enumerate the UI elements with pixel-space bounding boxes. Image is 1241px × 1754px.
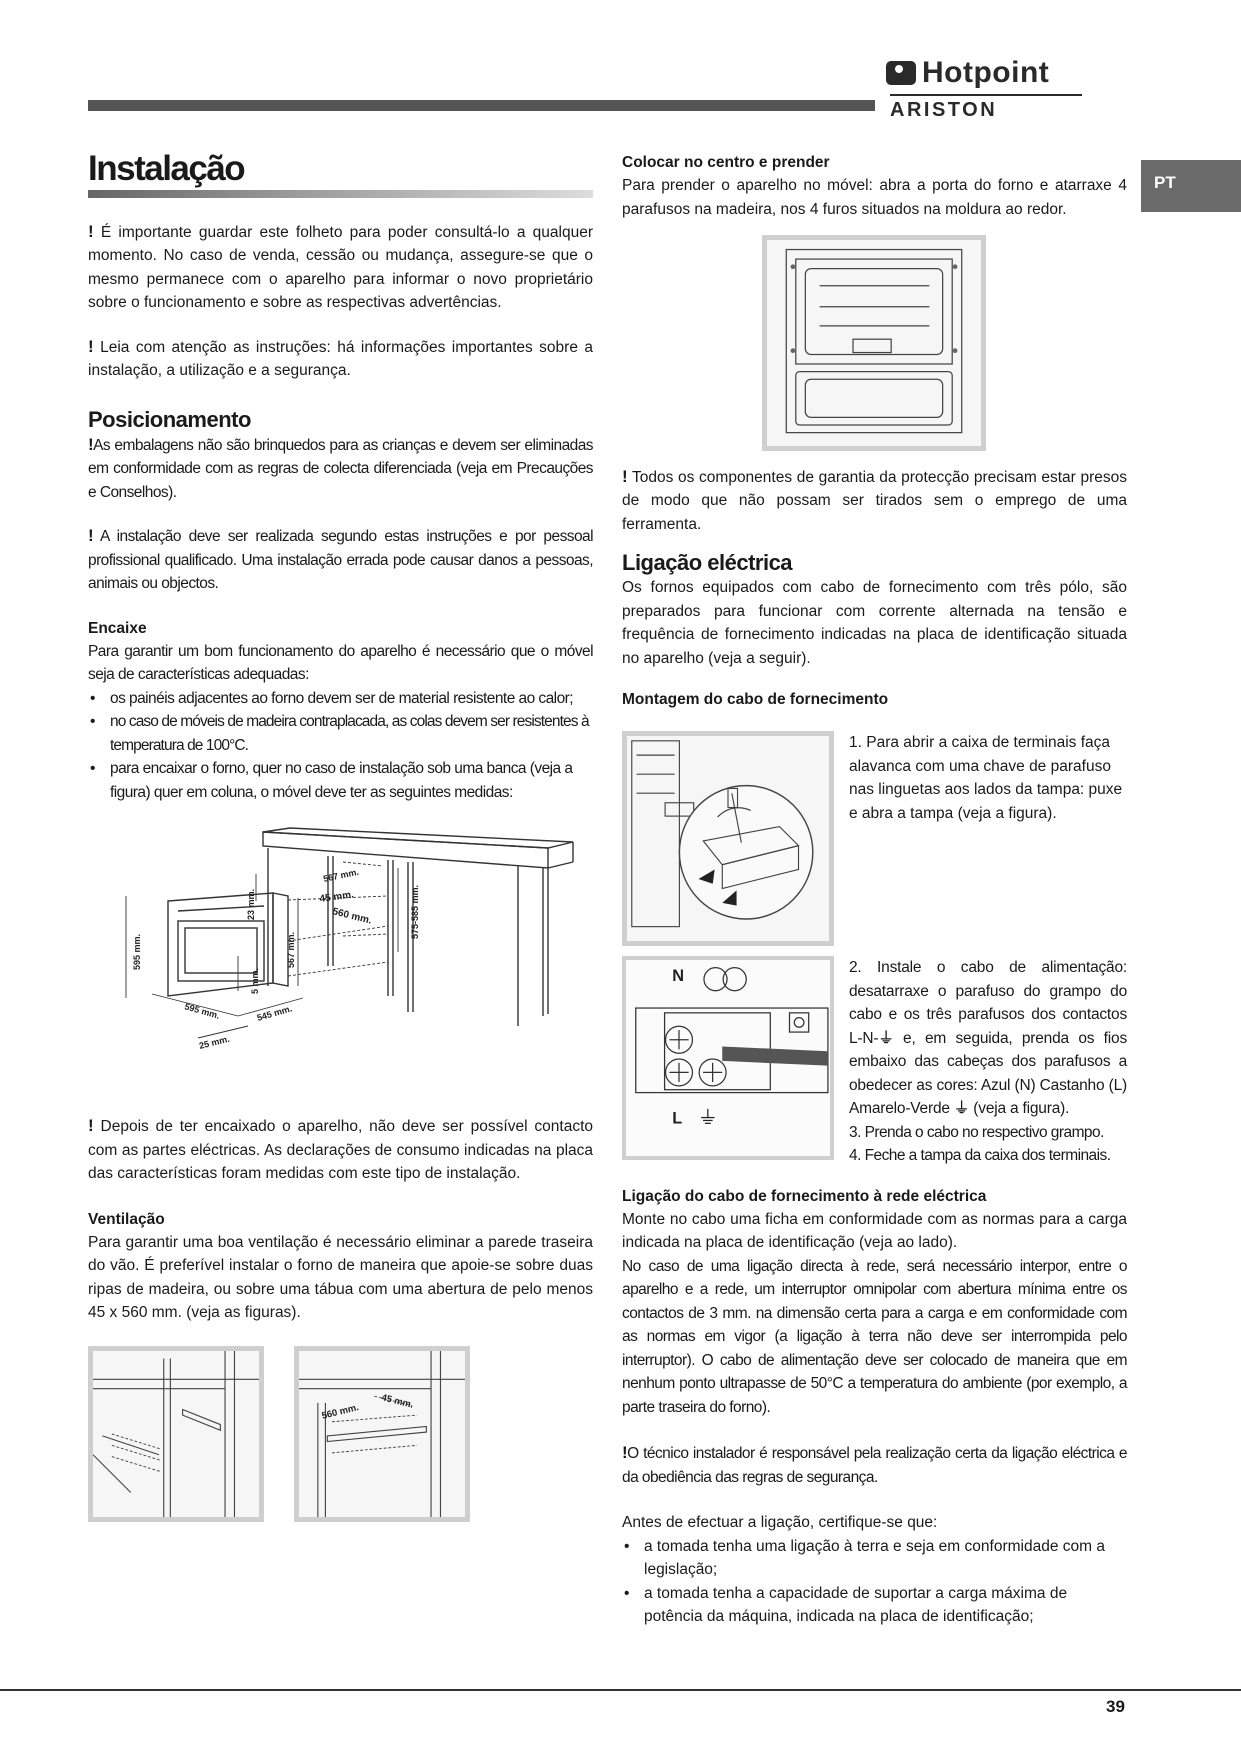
left-column: [88, 150, 593, 1522]
step-2-text: [849, 956, 1127, 1121]
dim-label: 23 mm.: [246, 888, 256, 920]
header-rule: [88, 100, 875, 111]
subsection-title-ventilation: Ventilação: [88, 1210, 165, 1228]
dim-label: 595 mm.: [183, 1001, 221, 1021]
section-title-electrical: Ligação eléctrica: [622, 550, 793, 575]
dim-label: 545 mm.: [255, 1003, 294, 1023]
positioning-text-2: A instalação deve ser realizada segundo estas instruções e por pessoal profissional qualificado. Uma instalação errada pode causar danos a pessoas, animais ou objectos.: [88, 528, 593, 592]
after-fit-paragraph: [88, 1114, 593, 1186]
right-column: [622, 152, 1127, 1629]
warning-mark: !: [88, 1116, 94, 1135]
dim-label: 5 mm.: [250, 967, 260, 994]
warning-mark: !: [88, 434, 94, 454]
dim-label: 560 mm.: [320, 1400, 360, 1421]
warning-mark: !: [622, 1443, 628, 1462]
step-2-block: [849, 956, 1127, 1168]
hotpoint-logo-icon: [886, 61, 916, 85]
brand-divider: [890, 94, 1082, 96]
step-2-text-part: e, em seguida, prenda os fios embaixo das cabeças dos parafusos a obedecer as cores: Azul (N) Castanho (L) Amarelo-Verde: [849, 1029, 1127, 1117]
dim-label: 595 mm.: [132, 933, 142, 970]
cabinet-dimensions-figure: [88, 816, 593, 1088]
grid-text-2: No caso de uma ligação directa à rede, será necessário interpor, entre o aparelho e a rede, um interruptor omnipolar com abertura mínima entre os contactos de 3 mm. na dimensão certa para a carga e em conformidade com as normas em vigor (a ligação à terra não deve ser interrompida pelo interruptor). O cabo de alimentação deve ser colocado de maneira que em nenhum ponto ultrapasse de 50°C a temperatura do ambiente (por exemplo, a parte traseira do forno).: [622, 1257, 1127, 1416]
step-2-text-part: 2. Instale o cabo de alimentação: desatarraxe o parafuso do grampo do cabo e os três parafusos dos contactos L-N-: [849, 959, 1127, 1047]
subsection-title-encaixe: Encaixe: [88, 619, 147, 637]
ventilation-figure-board: [294, 1346, 470, 1522]
earth-symbol-icon: [701, 1109, 714, 1123]
ventilation-figure-slats: [88, 1346, 264, 1522]
technician-paragraph: [622, 1441, 1127, 1489]
warning-mark: !: [88, 221, 94, 241]
brand-name: Hotpoint: [922, 56, 1050, 89]
subsection-title-center: Colocar no centro e prender: [622, 154, 830, 171]
intro-text-2: Leia com atenção as instruções: há informações importantes sobre a instalação, a utilização e a segurança.: [88, 338, 593, 379]
positioning-paragraph-2: [88, 524, 593, 596]
dim-label: 25 mm.: [198, 1033, 231, 1051]
electrical-text: Os fornos equipados com cabo de fornecimento com três pólo, são preparados para funcionar com corrente alternada na tensão e frequência de fornecimento indicadas na placa de identificação situada no aparelho (veja a seguir).: [622, 579, 1127, 667]
guarantee-text: Todos os componentes de garantia da protecção precisam estar presos de modo que não possam ser tirados sem o emprego de uma ferramenta.: [622, 468, 1127, 533]
before-list: [622, 1535, 1127, 1629]
list-item: • os painéis adjacentes ao forno devem ser de material resistente ao calor;: [88, 687, 593, 711]
line-label: L: [672, 1109, 683, 1128]
list-item: • a tomada tenha uma ligação à terra e seja em conformidade com a legislação;: [622, 1535, 1127, 1582]
guarantee-paragraph: [622, 465, 1127, 537]
dim-label: 45 mm.: [380, 1390, 415, 1410]
before-text: Antes de efectuar a ligação, certifique-se que:: [622, 1514, 938, 1531]
ventilation-text: Para garantir uma boa ventilação é necessário eliminar a parede traseira do vão. É preferível instalar o forno de maneira que apoie-se sobre duas ripas de madeira, ou sobre uma tábua com uma abertura de pelo menos 45 x 560 mm. (veja as figuras).: [88, 1233, 593, 1321]
earth-symbol-icon: ⏚: [878, 1029, 894, 1047]
page-title: Instalação: [88, 149, 245, 188]
subsection-title-cable: Montagem do cabo de fornecimento: [622, 691, 889, 708]
list-item: • a tomada tenha a capacidade de suportar a carga máxima de potência da máquina, indicada na placa de identificação;: [622, 1582, 1127, 1629]
list-item: • para encaixar o forno, quer no caso de instalação sob uma banca (veja a figura) quer em coluna, o móvel deve ter as seguintes medidas:: [88, 757, 593, 804]
page-number: 39: [1106, 1697, 1125, 1716]
neutral-label: N: [672, 967, 685, 986]
positioning-paragraph-1: [88, 433, 593, 505]
brand-subname: ARISTON: [890, 99, 998, 121]
warning-mark: !: [622, 466, 628, 486]
intro-paragraph-1: [88, 220, 593, 315]
intro-paragraph-2: [88, 335, 593, 383]
center-text: Para prender o aparelho no móvel: abra a porta do forno e atarraxe 4 parafusos na madeira, nos 4 furos situados na moldura ao redor.: [622, 177, 1127, 218]
terminal-step-1: [622, 731, 1127, 946]
footer-rule: [0, 1689, 1241, 1691]
step-1-text: 1. Para abrir a caixa de terminais faça alavanca com uma chave de parafuso nas linguetas aos lados da tampa: puxe e abra a tampa (veja a figura).: [849, 734, 1123, 822]
brand-logo: [886, 58, 1086, 130]
terminal-wiring-figure: [622, 956, 834, 1160]
language-tab: PT: [1141, 160, 1241, 212]
encaixe-list: [88, 687, 593, 805]
dim-label: 560 mm.: [331, 906, 373, 927]
warning-mark: !: [88, 526, 94, 545]
dim-label: 45 mm.: [318, 889, 355, 905]
dim-label: 575-585 mm.: [410, 884, 420, 939]
step-2-text-part: (veja a figura).: [969, 1100, 1070, 1117]
dim-label: 567 mm.: [286, 931, 296, 968]
intro-text-1: É importante guardar este folheto para poder consultá-lo a qualquer momento. No caso de venda, cessão ou mudança, assegure-se que o mesmo permanece com o aparelho para informar o novo proprietário sobre o funcionamento e sobre as respectivas advertências.: [88, 223, 593, 311]
section-title-positioning: Posicionamento: [88, 406, 251, 432]
after-fit-text: Depois de ter encaixado o aparelho, não deve ser possível contacto com as partes eléctricas. As declarações de consumo indicadas na placa das características foram medidas com este tipo de instalação.: [88, 1118, 593, 1182]
dim-label: 567 mm.: [322, 866, 360, 884]
positioning-text-1: As embalagens não são brinquedos para as crianças e devem ser eliminadas em conformidade com as regras de colecta diferenciada (veja em Precauções e Conselhos).: [88, 436, 593, 501]
title-underline: [88, 190, 593, 198]
step-3-text: 3. Prenda o cabo no respectivo grampo.: [849, 1123, 1104, 1141]
grid-text-1: Monte no cabo uma ficha em conformidade com as normas para a carga indicada na placa de identificação (veja ao lado).: [622, 1210, 1127, 1251]
encaixe-text: Para garantir um bom funcionamento do aparelho é necessário que o móvel seja de características adequadas:: [88, 642, 593, 683]
ventilation-figures: [88, 1346, 593, 1522]
oven-fixing-figure: [762, 235, 986, 451]
terminal-box-opening-figure: [622, 731, 834, 946]
step-4-text: 4. Feche a tampa da caixa dos terminais.: [849, 1147, 1111, 1164]
subsection-title-grid-connection: Ligação do cabo de fornecimento à rede eléctrica: [622, 1187, 987, 1205]
technician-text: O técnico instalador é responsável pela realização certa da ligação eléctrica e da obediência das regras de segurança.: [622, 1445, 1127, 1486]
warning-mark: !: [88, 336, 94, 356]
terminal-step-2: [622, 956, 1127, 1168]
earth-symbol-icon: ⏚: [953, 1100, 970, 1117]
list-item: • no caso de móveis de madeira contraplacada, as colas devem ser resistentes à temperatura de 100°C.: [88, 710, 593, 757]
